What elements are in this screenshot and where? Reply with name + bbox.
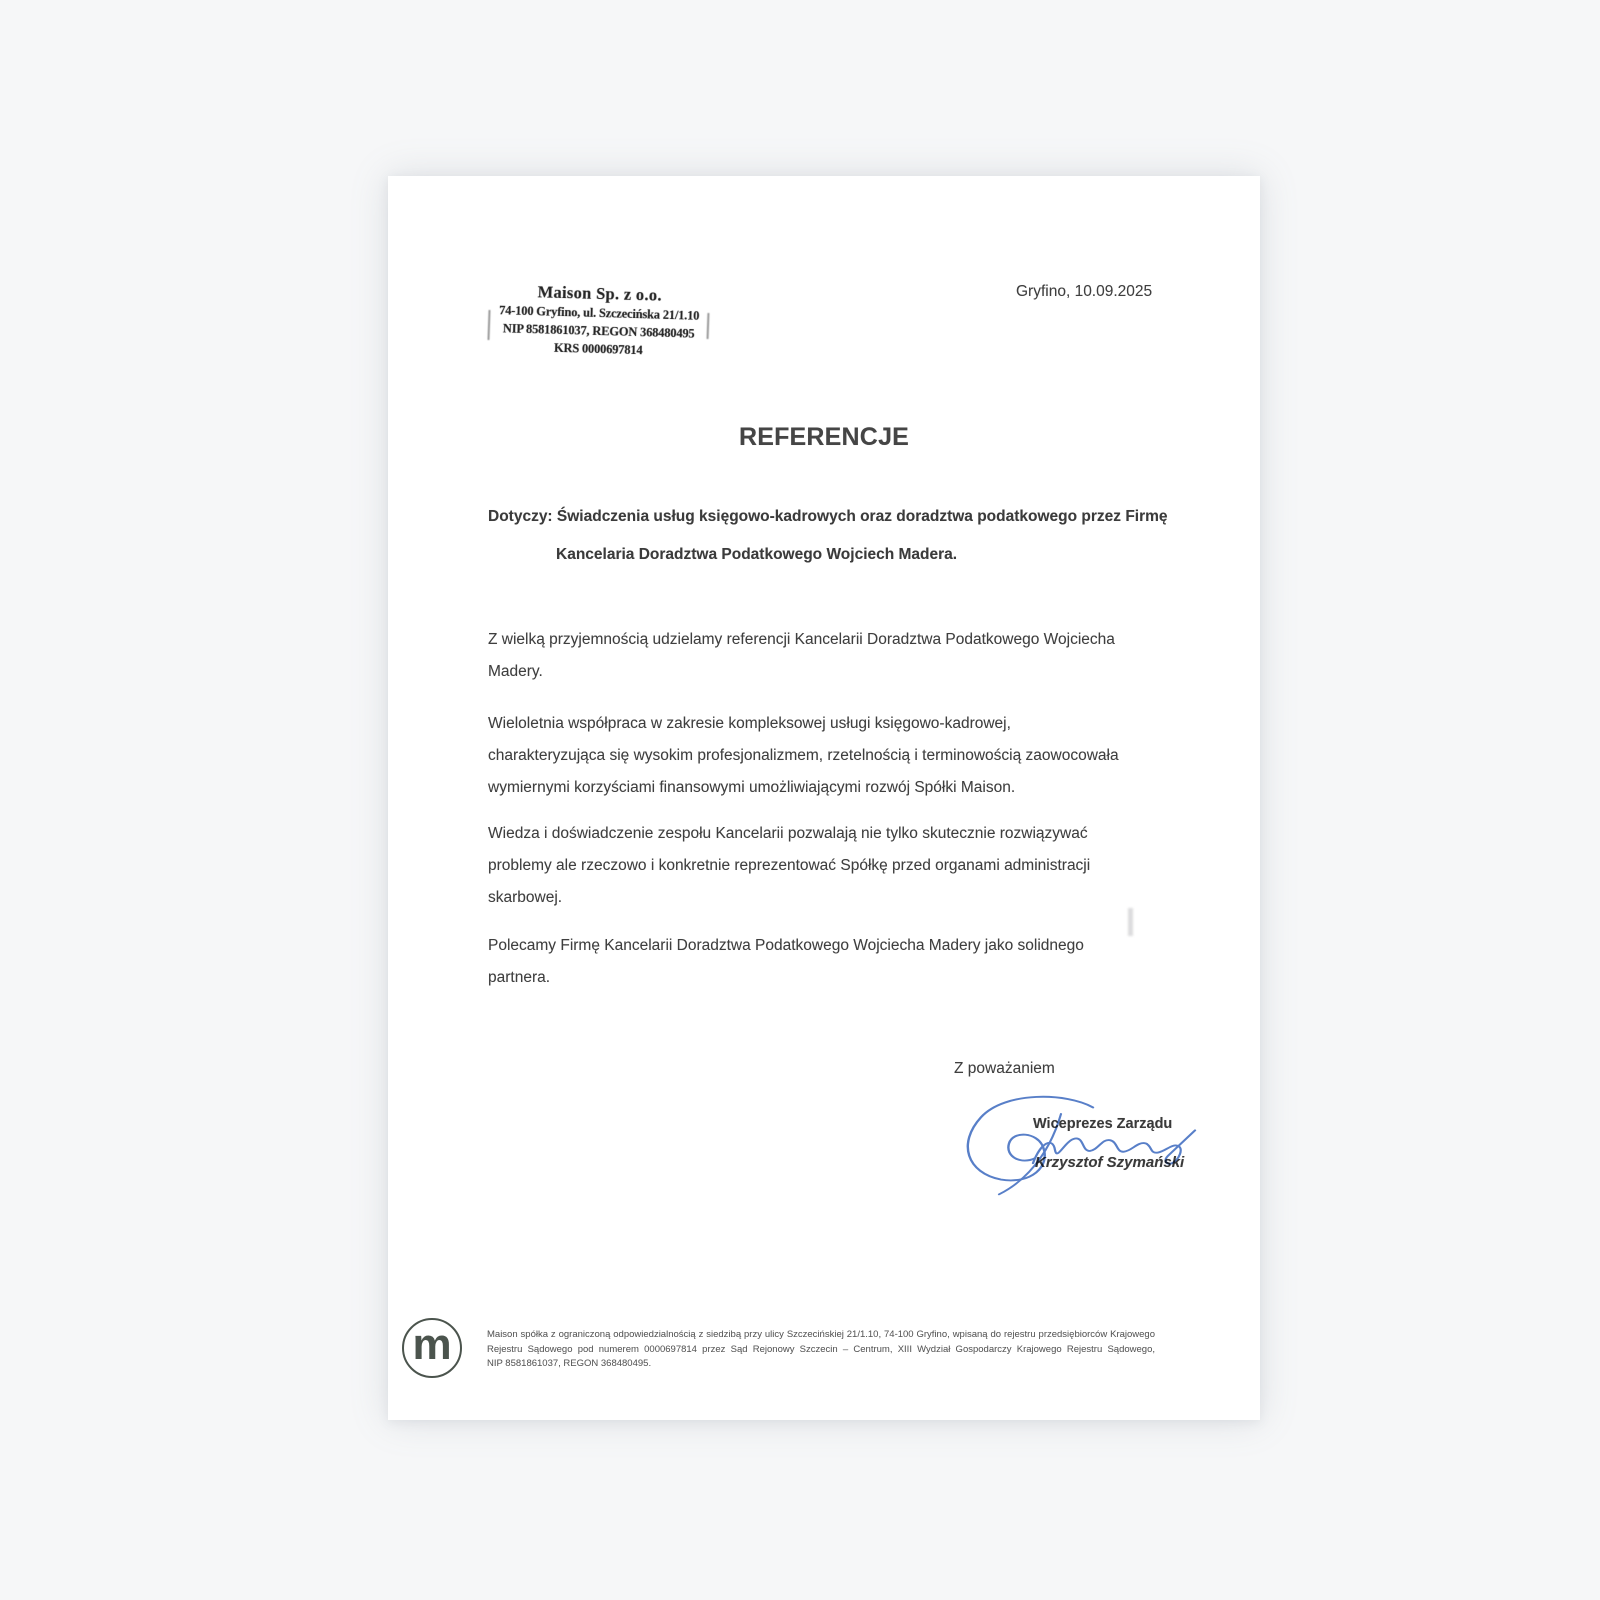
maison-logo-icon — [402, 1318, 462, 1378]
footer-line: Rejestru Sądowego pod numerem 0000697814 przez Sąd Rejonowy Szczecin – Centrum, XIII Wydział Gospodarczy Krajowego Rejestru Sądowego, — [487, 1343, 1155, 1355]
letter-body — [488, 624, 1168, 1010]
body-line: partnera. — [488, 969, 551, 986]
signer-title: Wiceprezes Zarządu — [1033, 1116, 1173, 1132]
logo-letter: m — [412, 1320, 452, 1369]
body-line: skarbowej. — [488, 889, 563, 906]
body-line: Z wielką przyjemnością udzielamy referencji Kancelarii Doradztwa Podatkowego Wojciecha — [488, 631, 1115, 648]
stamp-nip-regon: NIP 8581861037, REGON 368480495 — [502, 321, 695, 341]
body-line: wymiernymi korzyściami finansowymi umożliwiającymi rozwój Spółki Maison. — [488, 779, 1016, 796]
letter-place-date: Gryfino, 10.09.2025 — [1016, 283, 1153, 300]
stamp-krs: KRS 0000697814 — [553, 340, 643, 358]
letter-title: REFERENCJE — [738, 423, 910, 451]
body-paragraph — [488, 818, 1168, 914]
body-line: Polecamy Firmę Kancelarii Doradztwa Podatkowego Wojciecha Madery jako solidnego — [488, 937, 1084, 954]
company-stamp — [482, 281, 716, 361]
closing-phrase: Z poważaniem — [954, 1060, 1055, 1077]
body-paragraph — [488, 930, 1168, 994]
body-paragraph — [488, 708, 1168, 804]
handwritten-signature-ink — [943, 1091, 1198, 1196]
stamp-address: 74-100 Gryfino, ul. Szczecińska 21/1.10 — [498, 303, 700, 323]
body-line: Wiedza i doświadczenie zespołu Kancelarii pozwalają nie tylko skutecznie rozwiązywać — [488, 825, 1088, 842]
body-line: Madery. — [488, 663, 543, 680]
stamp-company-name: Maison Sp. z o.o. — [537, 282, 663, 305]
scan-smudge-artifact — [1128, 908, 1133, 936]
subject-line: Kancelaria Doradztwa Podatkowego Wojciech Madera. — [556, 546, 958, 563]
letter-page — [388, 176, 1260, 1420]
footer-line: NIP 8581861037, REGON 368480495. — [487, 1358, 652, 1369]
subject-line: Dotyczy: Świadczenia usług księgowo-kadrowych oraz doradztwa podatkowego przez Firmę — [488, 508, 1168, 525]
body-line: charakteryzująca się wysokim profesjonalizmem, rzetelnością i terminowością zaowocowała — [488, 747, 1119, 764]
footer-line: Maison spółka z ograniczoną odpowiedzialnością z siedzibą przy ulicy Szczecińskiej 21/1.10, 74-100 Gryfino, wpisaną do rejestru przedsiębiorców Krajowego — [487, 1329, 1155, 1340]
letter-subject — [488, 498, 1168, 574]
body-line: problemy ale rzeczowo i konkretnie reprezentować Spółkę przed organami administracji — [488, 857, 1091, 874]
footer-legal-text — [487, 1328, 1155, 1372]
signer-name: Krzysztof Szymański — [1035, 1154, 1185, 1171]
body-line: Wieloletnia współpraca w zakresie kompleksowej usługi księgowo-kadrowej, — [488, 715, 1011, 732]
body-paragraph — [488, 624, 1168, 688]
